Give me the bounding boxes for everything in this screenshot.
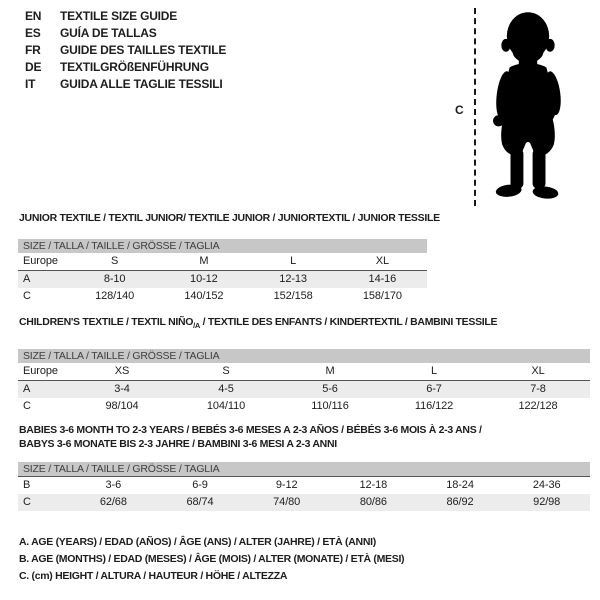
value-cell: 110/116	[311, 400, 349, 412]
babies-title-line1: BABIES 3-6 MONTH TO 2-3 YEARS / BEBÉS 3-6 MESES A 2-3 AÑOS / BÉBÉS 3-6 MOIS À 2-3 ANS /	[19, 424, 482, 436]
children-title-pre: CHILDREN'S TEXTILE / TEXTIL NIÑO	[19, 316, 194, 328]
junior-size-table	[18, 239, 427, 305]
baby-silhouette-icon	[482, 8, 574, 211]
language-row	[25, 59, 226, 76]
children-size-table	[18, 349, 590, 415]
region-label: Europe	[23, 365, 58, 377]
footnote-age-months: B. AGE (MONTHS) / EDAD (MESES) / ÂGE (MOIS) / ALTER (MONATE) / ETÀ (MESI)	[19, 553, 405, 565]
size-label-row	[18, 253, 427, 270]
babies-title-line2: BABYS 3-6 MONATE BIS 2-3 JAHRE / BAMBINI 3-6 MESI A 2-3 ANNI	[19, 438, 337, 450]
value-cell: 24-36	[532, 479, 561, 491]
children-title-post: / TEXTILE DES ENFANTS / KINDERTEXTIL / BAMBINI TESSILE	[200, 316, 498, 328]
value-cell: 18-24	[446, 479, 474, 491]
row-label: A	[23, 273, 31, 285]
babies-section-title	[19, 423, 482, 451]
value-cell: 8-10	[103, 273, 126, 285]
value-cell: 14-16	[368, 273, 397, 285]
value-cell: 92/98	[533, 496, 561, 508]
value-cell: 122/128	[518, 400, 558, 412]
language-title: TEXTILGRÖßENFÜHRUNG	[60, 60, 209, 74]
value-cell: 128/140	[95, 290, 135, 302]
value-cell: 5-6	[322, 383, 338, 395]
value-cell: 86/92	[446, 496, 474, 508]
row-label: C	[23, 400, 31, 412]
language-title: TEXTILE SIZE GUIDE	[60, 9, 178, 23]
value-cell: 6-7	[426, 383, 442, 395]
value-cell: 80/86	[359, 496, 387, 508]
size-cell: XL	[531, 365, 545, 377]
footnote-age-years: A. AGE (YEARS) / EDAD (AÑOS) / ÂGE (ANS) / ALTER (JAHRE) / ETÀ (ANNI)	[19, 536, 376, 548]
value-cell: 10-12	[190, 273, 218, 285]
table-row	[18, 288, 427, 305]
language-code: FR	[25, 43, 41, 57]
babies-size-table	[18, 462, 590, 511]
value-cell: 158/170	[362, 290, 402, 302]
height-measure-label: C	[455, 103, 464, 117]
value-cell: 68/74	[186, 496, 214, 508]
junior-section-title: JUNIOR TEXTILE / TEXTIL JUNIOR/ TEXTILE JUNIOR / JUNIORTEXTIL / JUNIOR TESSILE	[19, 212, 440, 224]
value-cell: 140/152	[184, 290, 224, 302]
table-row	[18, 381, 590, 398]
table-row	[18, 271, 427, 288]
value-cell: 9-12	[275, 479, 298, 491]
size-cell: XL	[375, 255, 389, 267]
language-code: EN	[25, 9, 42, 23]
children-title-subscript: /A	[193, 321, 201, 331]
language-title-list	[25, 8, 226, 93]
row-label: C	[23, 290, 31, 302]
value-cell: 7-8	[530, 383, 546, 395]
row-label: A	[23, 383, 31, 395]
value-cell: 116/122	[414, 400, 454, 412]
size-label-row	[18, 363, 590, 380]
value-cell: 152/158	[273, 290, 313, 302]
value-cell: 98/104	[105, 400, 139, 412]
size-header-bar: SIZE / TALLA / TAILLE / GRÖSSE / TAGLIA	[18, 349, 590, 363]
value-cell: 3-6	[105, 479, 122, 491]
row-label: C	[23, 496, 31, 508]
language-title: GUÍA DE TALLAS	[60, 26, 157, 40]
language-row	[25, 8, 226, 25]
language-title: GUIDE DES TAILLES TEXTILE	[60, 43, 227, 57]
language-row	[25, 25, 226, 42]
children-section-title	[19, 316, 497, 330]
value-cell: 6-9	[192, 479, 208, 491]
size-cell: S	[111, 255, 119, 267]
size-cell: M	[199, 255, 209, 267]
language-code: ES	[25, 26, 41, 40]
language-code: DE	[25, 60, 42, 74]
size-cell: L	[290, 255, 297, 267]
value-cell: 12-13	[279, 273, 307, 285]
footnote-height-cm: C. (cm) HEIGHT / ALTURA / HAUTEUR / HÖHE / ALTEZZA	[19, 570, 288, 582]
size-cell: L	[430, 365, 438, 377]
region-label: Europe	[23, 255, 58, 267]
language-code: IT	[25, 77, 36, 91]
size-cell: M	[325, 365, 335, 377]
size-cell: S	[222, 365, 230, 377]
table-row	[18, 494, 590, 511]
height-measure-dashed-line	[474, 8, 476, 206]
value-cell: 74/80	[273, 496, 301, 508]
language-row	[25, 76, 226, 93]
footnote-legend	[19, 534, 404, 585]
size-cell: XS	[114, 365, 130, 377]
language-title: GUIDA ALLE TAGLIE TESSILI	[60, 77, 223, 91]
value-cell: 4-5	[218, 383, 234, 395]
value-cell: 104/110	[206, 400, 246, 412]
language-row	[25, 42, 226, 59]
value-cell: 12-18	[359, 479, 388, 491]
table-row	[18, 398, 590, 415]
value-cell: 62/68	[99, 496, 127, 508]
size-header-bar: SIZE / TALLA / TAILLE / GRÖSSE / TAGLIA	[18, 239, 427, 253]
row-label: B	[23, 479, 31, 491]
table-row	[18, 477, 590, 494]
value-cell: 3-4	[114, 383, 130, 395]
size-header-bar: SIZE / TALLA / TAILLE / GRÖSSE / TAGLIA	[18, 462, 590, 476]
